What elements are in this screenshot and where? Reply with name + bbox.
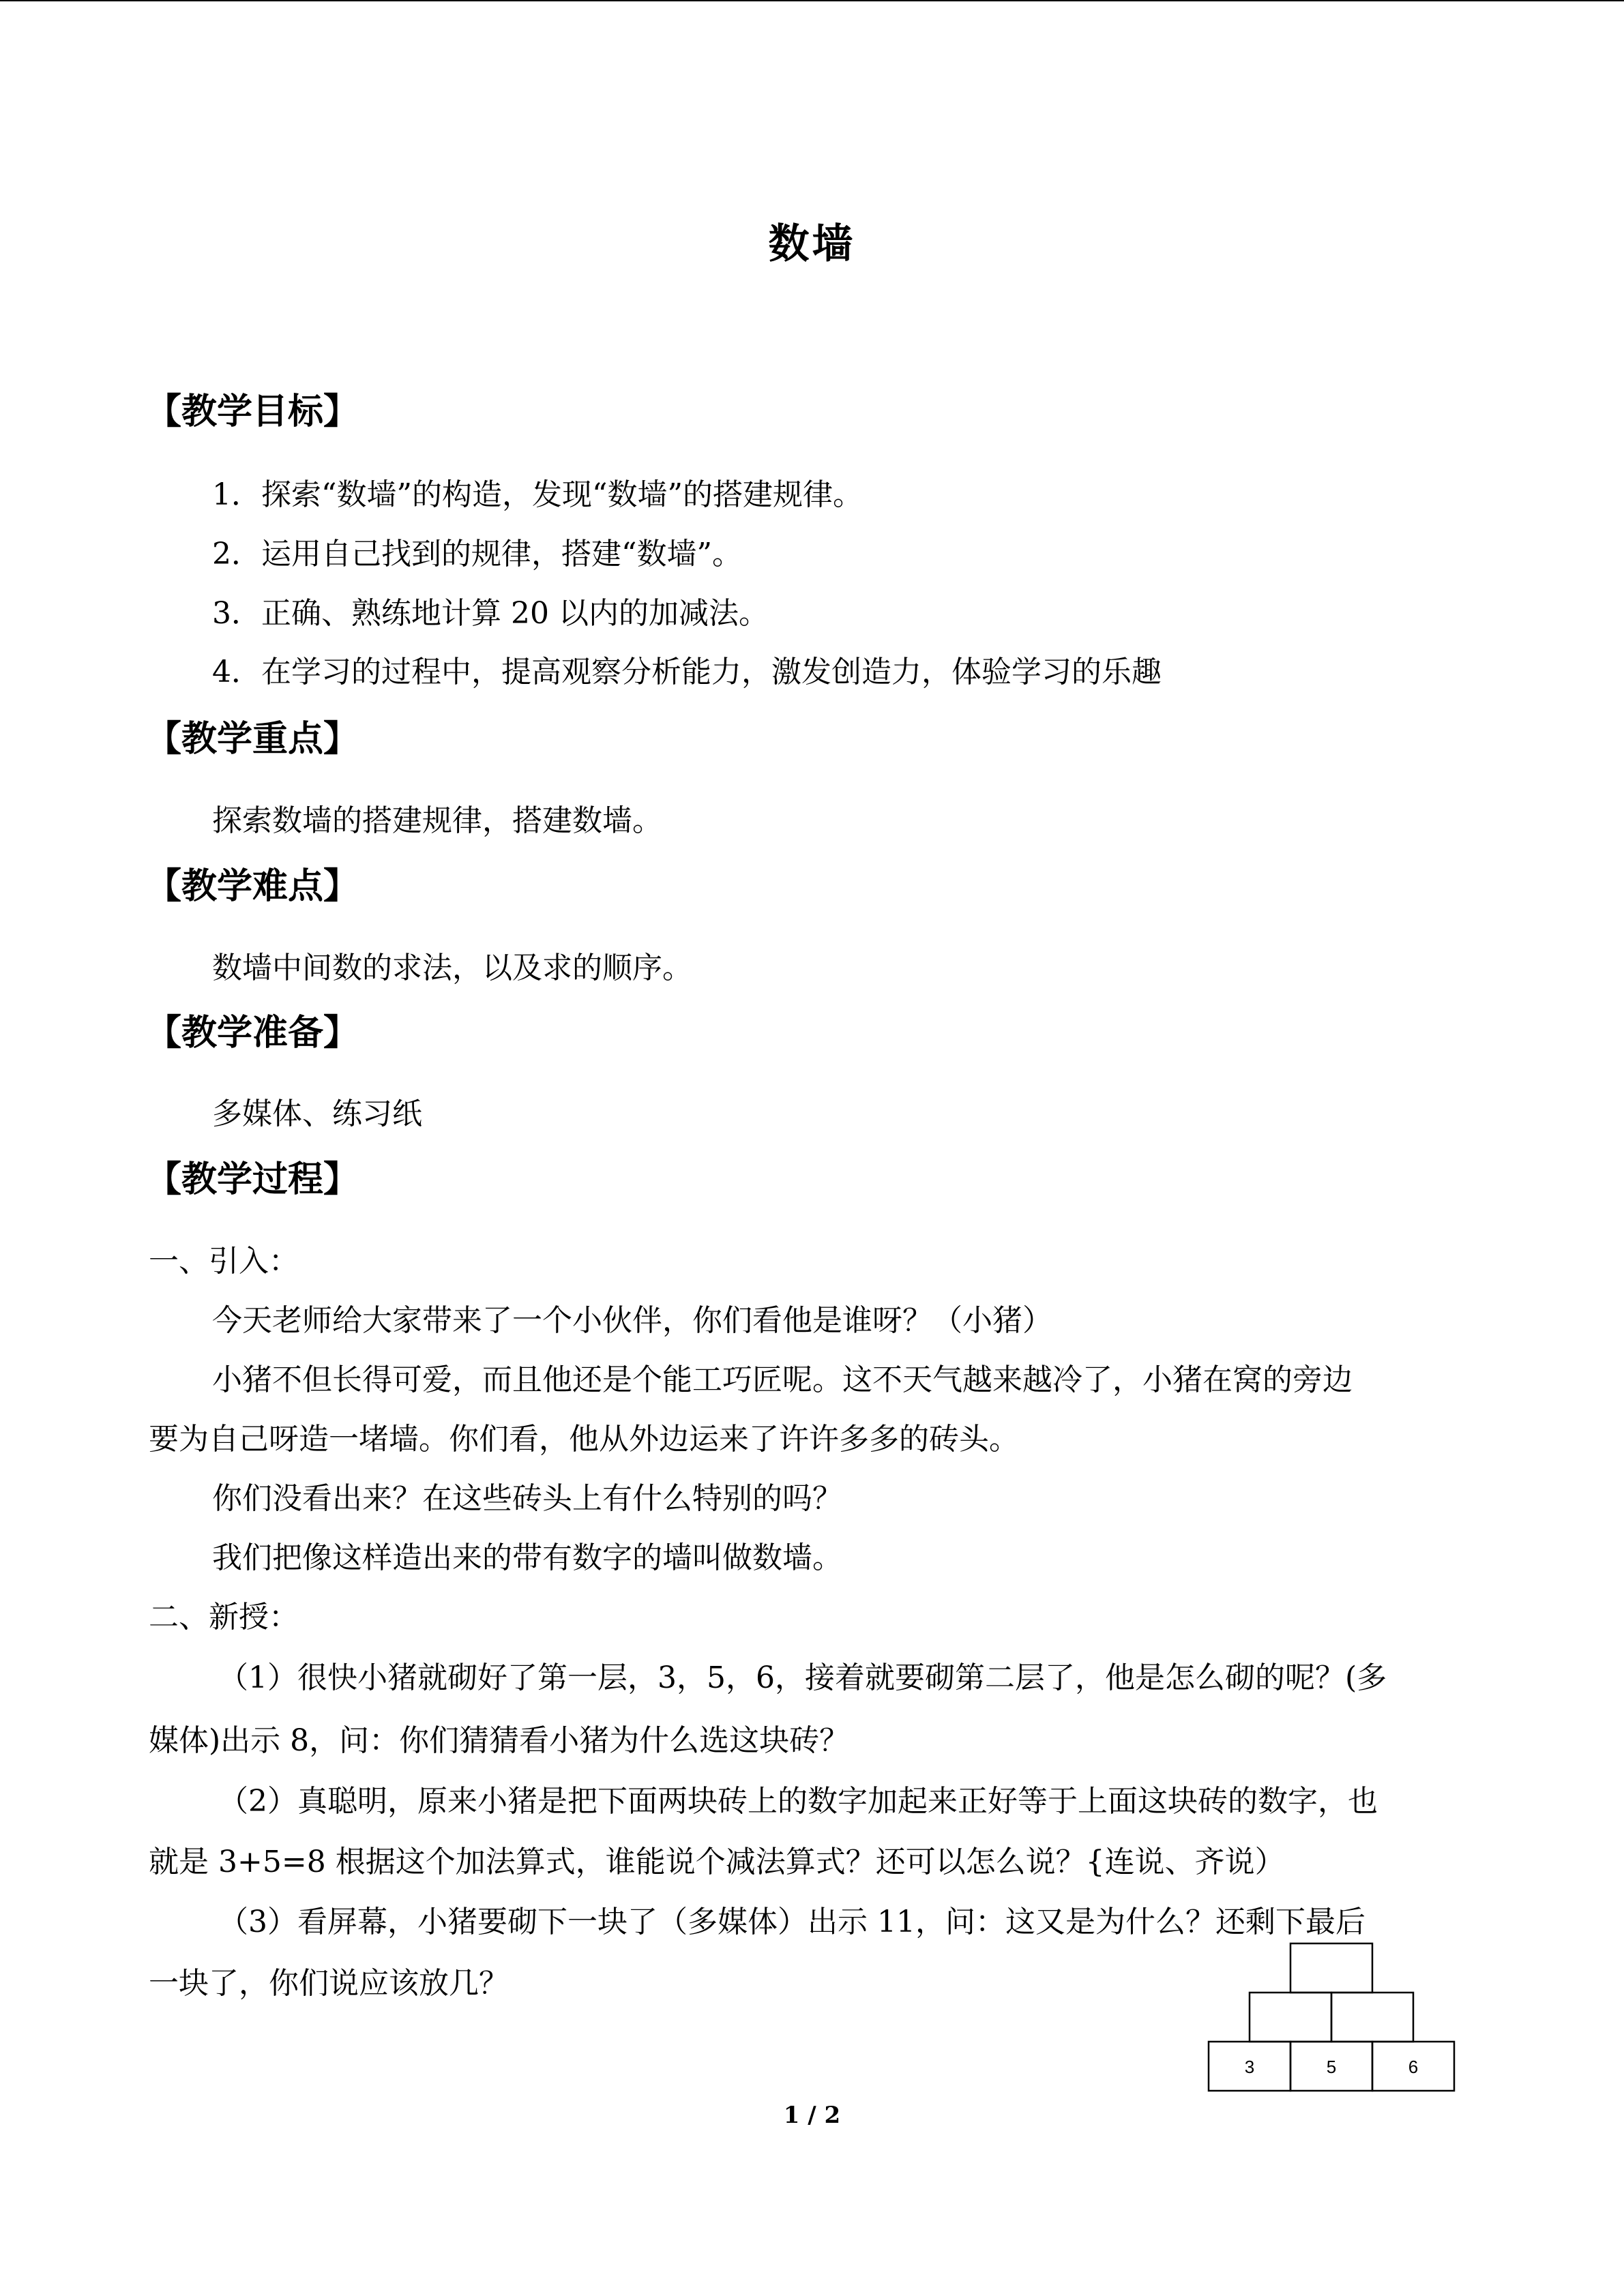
goal-item: 1．探索“数墙”的构造，发现“数墙”的搭建规律。 [212, 477, 863, 512]
key-points-text: 探索数墙的搭建规律，搭建数墙。 [212, 803, 662, 838]
new-lesson-label: 二、新授： [149, 1600, 299, 1635]
goals-heading: 【教学目标】 [146, 391, 359, 432]
goal-item: 3．正确、熟练地计算 20 以内的加减法。 [212, 596, 769, 631]
goal-item: 2．运用自己找到的规律，搭建“数墙”。 [212, 537, 742, 571]
intro-label: 一、引入： [149, 1244, 299, 1279]
page-number: 1 / 2 [783, 2102, 841, 2129]
new-lesson-line: （1）很快小猪就砌好了第一层，3，5，6，接着就要砌第二层了，他是怎么砌的呢？(多 [218, 1660, 1387, 1695]
new-lesson-line: 一块了，你们说应该放几？ [149, 1966, 509, 2001]
new-lesson-line: 媒体)出示 8，问：你们猜猜看小猪为什么选这块砖？ [149, 1723, 850, 1758]
brick-value: 5 [1326, 2057, 1337, 2077]
intro-line: 要为自己呀造一堵墙。你们看，他从外边运来了许许多多的砖头。 [149, 1422, 1019, 1457]
new-lesson-line: （2）真聪明，原来小猪是把下面两块砖上的数字加起来正好等于上面这块砖的数字，也 [218, 1784, 1378, 1819]
wall-middle-brick-right [1331, 1993, 1413, 2042]
intro-line: 小猪不但长得可爱，而且他还是个能工巧匠呢。这不天气越来越冷了，小猪在窝的旁边 [212, 1362, 1353, 1397]
intro-line: 你们没看出来？在这些砖头上有什么特别的吗？ [212, 1481, 842, 1516]
intro-line: 今天老师给大家带来了一个小伙伴，你们看他是谁呀？（小猪） [212, 1303, 1052, 1338]
process-heading: 【教学过程】 [146, 1159, 359, 1200]
page-title: 数墙 [768, 220, 856, 268]
intro-line: 我们把像这样造出来的带有数字的墙叫做数墙。 [212, 1540, 842, 1575]
new-lesson-line: （3）看屏幕，小猪要砌下一块了（多媒体）出示 11，问：这又是为什么？还剩下最后 [218, 1905, 1365, 1939]
number-wall-diagram [1207, 1942, 1456, 2092]
difficulties-heading: 【教学难点】 [146, 865, 359, 907]
new-lesson-line: 就是 3+5=8 根据这个加法算式，谁能说个减法算式？还可以怎么说？{连说、齐说） [149, 1845, 1285, 1879]
brick-value: 6 [1408, 2057, 1419, 2077]
goal-item: 4．在学习的过程中，提高观察分析能力，激发创造力，体验学习的乐趣 [212, 655, 1162, 689]
difficulties-text: 数墙中间数的求法，以及求的顺序。 [212, 951, 692, 985]
top-border [0, 0, 1624, 1]
brick-value: 3 [1244, 2057, 1255, 2077]
key-points-heading: 【教学重点】 [146, 718, 359, 760]
wall-middle-brick-left [1250, 1993, 1331, 2042]
preparation-heading: 【教学准备】 [146, 1012, 359, 1054]
preparation-text: 多媒体、练习纸 [212, 1097, 422, 1131]
wall-top-brick [1290, 1943, 1372, 1993]
